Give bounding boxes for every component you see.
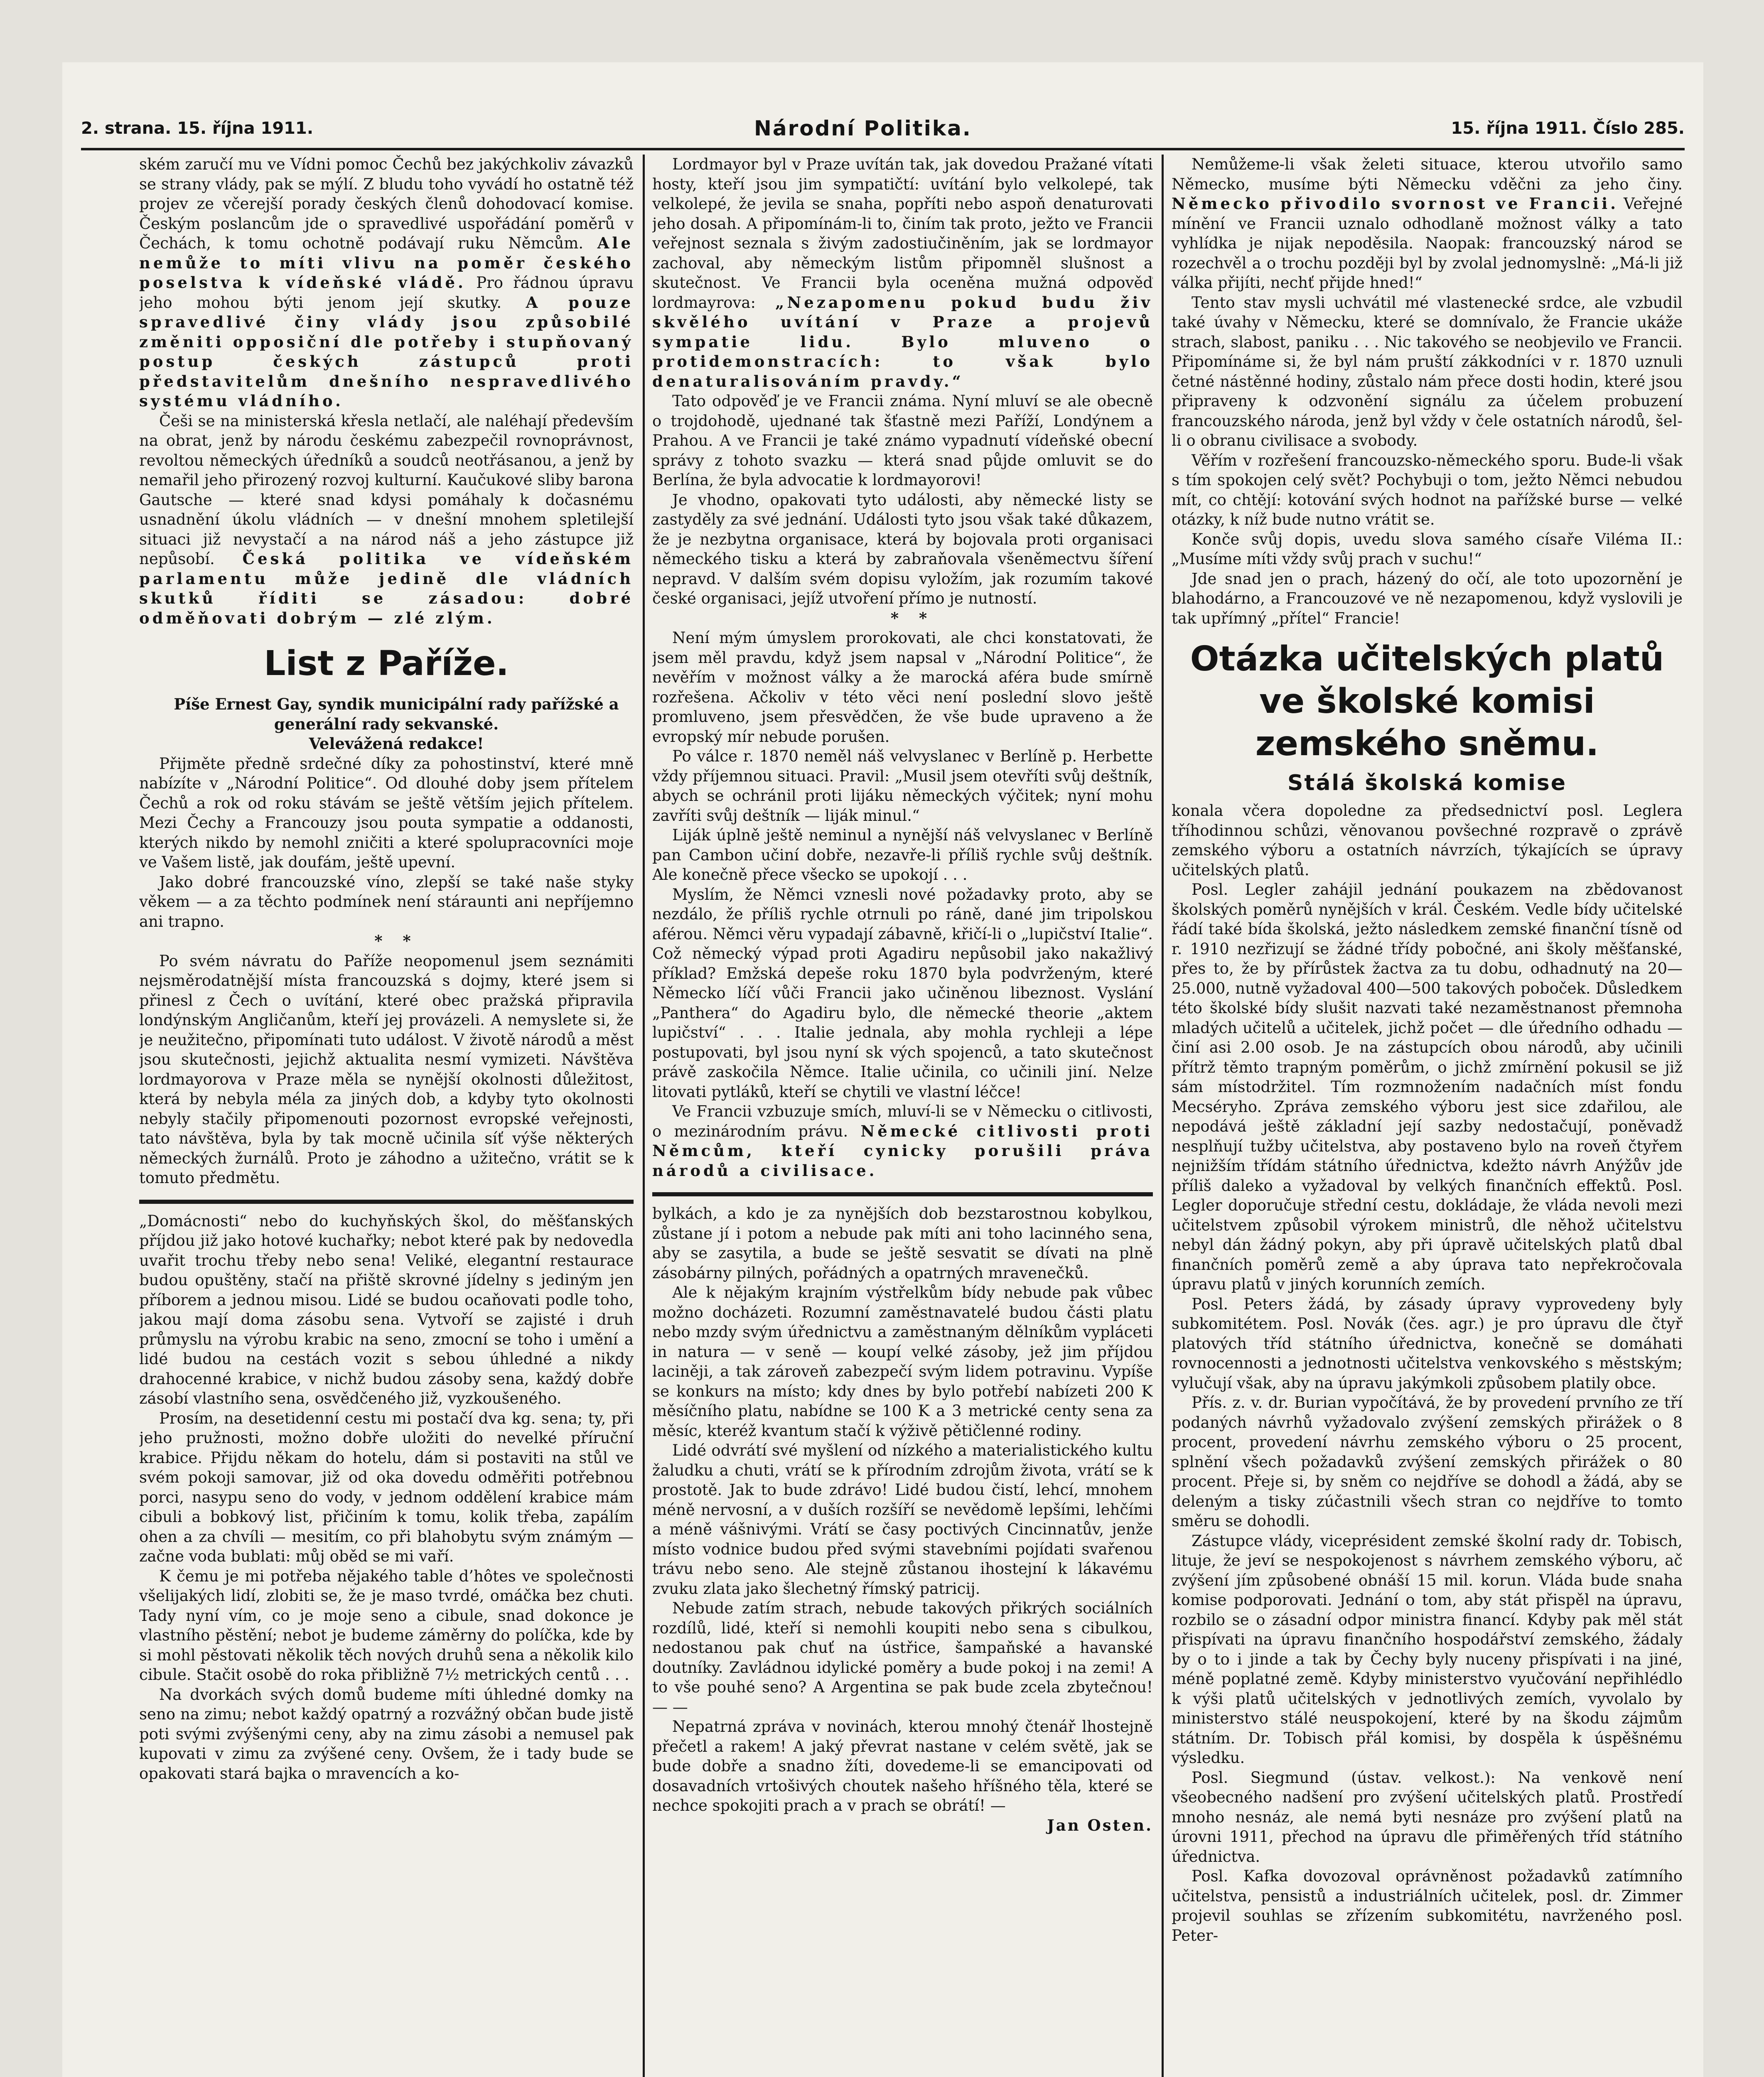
article-paragraph: Jako dobré francouzské víno, zlepší se také naše styky věkem — a za těchto podmínek není stáraunti ani nepříjemno ani trapno.: [139, 873, 634, 930]
page-number-date: 2. strana. 15. října 1911.: [81, 119, 314, 138]
column-divider-2: [1162, 155, 1164, 2077]
article-paragraph: Zástupce vlády, viceprésident zemské školní rady dr. Tobisch, lituje, že jeví se nespokojenost s návrhem zemského výboru, ač zvýšení jím způsobené obnáší 15 mil. korun. Vláda bude snaha komise podporovati. Jednání o tom, aby stát přispěl na úpravu, rozbilo se o zásadní odpor ministra financí. Kdyby pak měl stát přispívati na úpravu finančního hospodářství zemského, žádaly by o to i jinde a tak by Čechy byly nuceny přispívati i na jiné, méně poplatné země. Kdyby ministerstvo vyučování nepřihlédlo k výši platů učitelských v jednotlivých zemích, vyvolalo by ministerstvo stálé neuspokojení, které by na škodu zájmům státním. Dr. Tobisch přál komisi, by dospěla k úspěšnému výsledku.: [1172, 1532, 1683, 1767]
article-paragraph: Tento stav mysli uchvátil mé vlastenecké srdce, ale vzbudil také úvahy v Německu, které se domnívalo, že Francie ukáže strach, slabost, paniku . . . Nic takového se neobjevilo ve Francii. Připomínáme si, že byl nám pruští zákkodníci v r. 1870 uznuli četné nástěnné hodiny, zůstalo nám přece dosti hodin, které jsou připraveny k odzvonění signálu za účelem probuzení francouzského národa, jenž byl vždy v čele ostatních národů, šel-li o obranu civilisace a svobody.: [1172, 293, 1683, 449]
article-subtitle: Stálá školská komise: [1287, 771, 1567, 795]
feuilleton-paragraph: bylkách, a kdo je za nynějších dob bezstarostnou kobylkou, zůstane jí i potom a nebude pak míti ani toho lacinného sena, aby se zasytila, a bude se ještě sesvatit se dívati na plně zásobárny pilných, pořádných a opatrných mravenečků.: [652, 1205, 1153, 1282]
feuilleton-paragraph: Nepatrná zpráva v novinách, kterou mnohý čtenář lhostejně přečetl a rakem! A jaký převrat nastane v celém světě, jak se bude dobře a snadno žíti, dovedeme-li se emancipovati od dosavadních vrtošivých choutek našeho hříšného těla, které se nechce spokojiti prach a v prach se obrátí! —: [652, 1718, 1153, 1814]
feuilleton-paragraph: „Domácnosti“ nebo do kuchyňských škol, do měšťanských příjdou již jako hotové kuchařky; nebot které pak by nedovedla uvařit trochu třeby nebo sena! Veliké, elegantní restaurace budou opuštěny, stačí na přiště skrovné jídelny s jediným jen příborem a jednou misou. Lidé se budou ocaňovati podle toho, jakou mají doma zásobu sena. Vytvoří se zajisté i druh průmyslu na výrobu krabic na seno, zmocní se toho i umění a lidé budou na cestách vozit s sebou úhledné a nikdy drahocenné krabice, v nichž budou zásoby sena, každý dobře zásobí vlastního sena, osvědčeného již, vyzkoušeného.: [139, 1212, 634, 1407]
masthead-title: Národní Politika.: [754, 116, 972, 140]
article-paragraph: Konče svůj dopis, uvedu slova samého císaře Viléma II.: „Musíme míti vždy svůj prach v suchu!“: [1172, 530, 1683, 568]
article-paragraph: Je vhodno, opakovati tyto události, aby německé listy se zastyděly za své jednání. Události tyto jsou však také důkazem, že je nezbytna organisace, která by bojovala proti organisaci německého tisku a která by zabraňovala všeněmectvu šíření nepravd. V dalším svém dopisu vyložím, jak rozumím takové české organisaci, jejíž utvoření přímo je nutností.: [652, 491, 1153, 607]
section-separator: * *: [890, 609, 935, 627]
article-paragraph: Věřím v rozřešení francouzsko-německého sporu. Bude-li však s tím spokojen celý svět? Pochybuji o tom, ježto Němci nebudou mít, co chtějí: kotování svých hodnot na pařížské burse — velké otázky, k níž bude nutno vrátit se.: [1172, 451, 1683, 528]
article-paragraph: Posl. Siegmund (ústav. velkost.): Na venkově není všeobecného nadšení pro zvýšení učitelských platů. Prostředí mnoho nesnáz, ale nemá byti nesnáze pro zvýšení platů na úrovni 1911, přechod na úpravu dle přiměřených tříd státního úřednictva.: [1172, 1768, 1683, 1866]
author-signature: Jan Osten.: [1047, 1816, 1153, 1834]
article-paragraph: Posl. Legler zahájil jednání poukazem na zbědovanost školských poměrů nynějších v král. Českém. Vedle bídy učitelské řádí také bída školská, ježto následkem zemské finanční tísně od r. 1910 nezřizují se žádné třídy pobočné, ani školy měšťanské, přes to, že by přírůstek žactva za tu dobu, odhadnutý na 20—25.000, nutně vyžadoval 400—500 takových poboček. Důsledkem této školské bídy slušit nazvati také nezaměstnanost přemnoha mladých učitelů a učitelek, jichž počet — dle úředního odhadu — činí asi 2.00 osob. Je na zástupcích obou národů, aby učinili přítrž těmto trapným poměrům, o jichž zmírnění pokusil se již sám místodržitel. Tím rozmnožením nadačních míst fondu Mecséryho. Zpráva zemského výboru jest sice zdařilou, ale nepodává ještě základní její sazby nedostačují, poněvadž nesplňují tužby učitelstva, aby postaveno bylo na roveň čtyřem nejnižším třídám státního úřednictva, kdežto návrh Anýžův jde příliš daleko a vyžadoval by velkých finančních effektů. Posl. Legler doporučuje střední cestu, dokládaje, že vláda nevoli mezi učitelstvem způsobil výrokem ministrů, dle něhož učitelstvu nebyl dán žádný pokyn, aby při úpravě učitelských platů dbal finančních poměrů země a aby úprava tato nepřekročovala úpravu platů v jiných korunních zemích.: [1172, 881, 1683, 1293]
article-paragraph: Po svém návratu do Paříže neopomenul jsem seznámiti nejsměrodatnější místa francouzská s dojmy, které jsem si přinesl z Čech o uvítání, které obec pražská připravila londýnským Angličanům, kteří jej provázeli. A nemyslete si, že je neužitečno, připomínati tuto událost. V životě národů a měst jsou skutečnosti, jejichž aktualita nesmí vymizeti. Návštěva lordmayorova v Praze měla se nynější okolnosti důležitost, která by nebyla méla za jiných dob, a kdyby tyto okolnosti nebyly stačily připomenouti pozornost evropské veřejnosti, tato návštěva, byla by tak mocně učinila síť výše některých německých žurnálů. Proto je záhodno a užitečno, vrátit se k tomuto předmětu.: [139, 952, 634, 1187]
article-paragraph: Češi se na ministerská křesla netlačí, ale naléhají především na obrat, jenž by národu českému zabezpečil rovnoprávnost, revoltou německých úředníků a soudců neotřásanou, a jenž by nemařil jeho přirozený rozvoj kulturní. Kaučukové sliby barona Gautsche — které snad kdysi pomáhaly k dočasnému usnadnění úkolu vládních — v dnešní mnohem spletilejší situaci již nevystačí a na národ náš a jeho zástupce již nepůsobí. Česká politika ve vídeňském parlamentu může jedině dle vládních skutků říditi se zásadou: dobré odměňovati dobrým — zlé zlým.: [139, 412, 634, 627]
header-rule: [81, 148, 1685, 150]
page-header: [81, 116, 1685, 145]
feuilleton-paragraph: Nebude zatím strach, nebude takových přikrých sociálních rozdílů, lidé, kteří si nemohli koupiti nebo sena s cibulkou, nedostanou pak chuť na ústřice, šampaňské a havanské doutníky. Zavládnou idylické poměry a bude pokoj i na zemi! A to vše pouhé seno? A Argentina se pak bude zcela zbytečnou! — —: [652, 1599, 1153, 1716]
article-paragraph: Jde snad jen o prach, házený do očí, ale toto upozornění je blahodárno, a Francouzové ve ně nezapomenou, když vyslovili je tak upřímný „přítel“ Francie!: [1172, 570, 1683, 627]
column-2: [652, 155, 1153, 2077]
feuilleton-paragraph: K čemu je mi potřeba nějakého table d’hôtes ve společnosti všelijakých lidí, zlobiti se, že je maso tvrdé, omáčka bez chuti. Tady nyní vím, co je moje seno a cibule, snad dokonce je vlastního pěstění; nebot je budeme záměrny do políčka, kde by si mohl pěstovati několik těch nových druhů sena a několik kilo cibule. Stačit osobě do roka přibližně 7½ metrických centů . . .: [139, 1567, 634, 1684]
article-paragraph: Přijměte předně srdečné díky za pohostinství, které mně nabízíte v „Národní Politice“. Od dlouhé doby jsem přítelem Čechů a rok od roku stávám se ještě větším jejich přítelem. Mezi Čechy a Francouzy jsou pouta sympatie a oddanosti, kterých nikdo by nemohl zničiti a které spolupracovníci moje ve Vašem listě, jak doufám, ještě upevní.: [139, 754, 634, 871]
feuilleton-rule: [139, 1200, 634, 1204]
article-paragraph: Lordmayor byl v Praze uvítán tak, jak dovedou Pražané vítati hosty, kteří jsou jim sympatičtí: uvítání bylo velkolepé, tak velkolepé, že jevila se snaha, popříti nebo aspoň denaturovati jeho dosah. A připomínám-li to, činím tak proto, ježto ve Francii veřejnost seznala s živým zadostiučiněním, jak se lordmayor zachoval, aby německým listům připomněl slušnost a skutečnost. Ve Francii byla oceněna mužná odpověď lordmayrova: „Nezapomenu pokud budu živ skvělého uvítání v Praze a projevů sympatie lidu. Bylo mluveno o protidemonstracích: to však bylo denaturalisováním pravdy.“: [652, 155, 1153, 390]
section-separator: * *: [374, 932, 418, 950]
article-paragraph: ském zaručí mu ve Vídni pomoc Čechů bez jakýchkoliv závazků se strany vlády, pak se mýlí. Z bludu toho vyvádí ho ostatně též projev ze včerejší porady českých členů dohodovací komise. Českým poslancům jde o spravedlivé uspořádání poměrů v Čechách, k tomu ochotně podávají ruku Němcům. Ale nemůže to míti vlivu na poměr českého poselstva k vídeňské vládě. Pro řádnou úpravu jeho mohou býti jenom její skutky. A pouze spravedlivé činy vlády jsou způsobilé změniti opposiční dle potřeby i stupňovaný postup českých zástupců proti představitelům dnešního nespravedlivého systému vládního.: [139, 155, 634, 410]
feuilleton-paragraph: Ale k nějakým krajním výstřelkům bídy nebude pak vůbec možno docházeti. Rozumní zaměstnavatelé budou části platu nebo mzdy svým úřednictvu a zaměstnaným dělníkům vypláceti in natura — v seně — koupí velké zásoby, jež jim příjdou laciněji, a tak zároveň zabezpečí svým lidem potravinu. Vypíše se konkurs na místo; kdy dnes by bylo potřebí nabízeti 200 K měsíčního platu, nabídne se 100 K a 3 metrické centy sena za měsíc, kteréž kvantum stačí k výživě pětičlenné rodiny.: [652, 1284, 1153, 1440]
column-1: [139, 155, 634, 2077]
issue-date-number: 15. října 1911. Číslo 285.: [1451, 119, 1685, 138]
article-paragraph: Po válce r. 1870 neměl náš velvyslanec v Berlíně p. Herbette vždy příjemnou situaci. Pravil: „Musil jsem otevříti svůj deštník, abych se ochránil proti lijáku německých výčitek; nyní mohu zavříti svůj deštník — liják minul.“: [652, 747, 1153, 825]
article-paragraph: Ve Francii vzbuzuje smích, mluví-li se v Německu o citlivosti, o mezinárodním právu. Německé citlivosti proti Němcům, kteří cynicky porušili práva národů a civilisace.: [652, 1102, 1153, 1180]
feuilleton-paragraph: Na dvorkách svých domů budeme míti úhledné domky na seno na zimu; nebot každý opatrný a rozvážný občan bude jistě poti svými zvýšenými ceny, aby na zimu zásobi a nemusel pak kupovati v zimu za zvýšené ceny. Ovšem, že i tady bude se opakovati stará bajka o mravencích a ko-: [139, 1685, 634, 1782]
article-paragraph: Nemůžeme-li však želeti situace, kterou utvořilo samo Německo, musíme býti Německu vděčni za jeho činy. Německo přivodilo svornost ve Francii. Veřejné mínění ve Francii uznalo odhodlaně možnost války a tato vyhlídka je nijak nepoděsila. Naopak: francouzský národ se rozechvěl a o trochu později byl by zvolal jednomyslně: „Má-li již válka přijíti, nechť přijde hned!“: [1172, 155, 1683, 292]
article-paragraph: konala včera dopoledne za předsednictví posl. Leglera tříhodinnou schůzi, věnovanou povšechné rozpravě o zprávě zemského výboru a ostatních návrzích, týkajících se úpravy učitelských platů.: [1172, 802, 1683, 879]
column-3: [1172, 155, 1683, 2077]
article-paragraph: Není mým úmyslem prorokovati, ale chci konstatovati, že jsem měl pravdu, když jsem napsal v „Národní Politice“, že nevěřím v možnost války a že marocká aféra bude smírně rozřešena. Ačkoliv v této věci není poslední slovo ještě promluveno, jsem přesvědčen, že vše bude upraveno a že evropský mír nebude porušen.: [652, 629, 1153, 746]
article-title-otazka-ucitelskych-platu: Otázka učitelských platů ve školské komisi zemského sněmu.: [1190, 639, 1664, 764]
article-paragraph: Posl. Peters žádá, by zásady úpravy vyprovedeny byly subkomitétem. Posl. Novák (čes. agr.) je pro úpravu dle čtyř platových tříd státního úřednictva, konečně se domáhati rovnocennosti a jednotnosti učitelstva venkovského s městským; vylučují však, aby na úpravu jakýmkoli způsobem platily obce.: [1172, 1295, 1683, 1392]
article-paragraph: Přís. z. v. dr. Burian vypočítává, že by provedení prvního ze tří podaných návrhů vyžadovalo zvýšení zemských přirážek o 8 procent, provedení návrhu zemského výboru o 25 procent, splnění všech požadavků zvýšení zemských přirážek o 80 procent. Přeje si, by sněm co nejdříve se dohodl a žádá, aby se deleným a tisky zúčastnili všech stran co nejdříve to tomto směru se dohodli.: [1172, 1394, 1683, 1530]
letter-greeting: Velevážená redakce!: [309, 734, 484, 753]
article-title-list-z-parize: List z Paříže.: [264, 644, 509, 683]
article-paragraph: Tato odpověď je ve Francii známa. Nyní mluví se ale obecně o trojdohodě, ujednané tak šťastně mezi Paříží, Londýnem a Prahou. A ve Francii je také známo vypadnutí vídeňské obecní správy z tohoto svazku — která snad půjde omluvit se do Berlína, že byla advocatie k lordmayorovi!: [652, 392, 1153, 489]
feuilleton-rule: [652, 1192, 1153, 1196]
article-byline: Píše Ernest Gay, syndik municipální rady pařížské a generální rady sekvanské.: [174, 695, 619, 733]
feuilleton-paragraph: Lidé odvrátí své myšlení od nízkého a materialistického kultu žaludku a chuti, vrátí se k přírodním zdrojům života, vrátí se k prostotě. Jak to bude zdrávo! Lidé budou čistí, lehcí, mnohem méně nervosní, a v duších rozšíří se nevědomě lepšími, lehčími a méně vášnivými. Vrátí se časy poctivých Cincinnatův, jenže místo vodnice budou před svými stavebními pojídati svařenou trávu nebo seno. Ale stejně zůstanou ihostejní k lákavému zvuku zlata jako šlechetný římský patricij.: [652, 1441, 1153, 1598]
column-divider-1: [643, 155, 645, 2077]
article-paragraph: Myslím, že Němci vznesli nové požadavky proto, aby se nezdálo, že příliš rychle otrnuli po ráně, dané jim tripolskou aférou. Němci věru vypadají zábavně, křičí-li o „lupičství Italie“. Což německý výpad proti Agadiru nepůsobil jako nakažlivý příklad? Emžská depeše roku 1870 byla podvrženým, které Německo líčí vůči Francii jako učiněnou libeznost. Vyslání „Panthera“ do Agadiru bylo, dle německé theorie „aktem lupičství“ . . . Italie jednala, aby mohla rychleji a lépe postupovati, byl jsou nyní sk vých spojenců, a tato skutečnost právě zaskočila Němce. Italie učinila, co učinili jiní. Nelze litovati pytláků, kteří se chytili ve vlastní léčce!: [652, 885, 1153, 1101]
article-paragraph: Posl. Kafka dovozoval oprávněnost požadavků zatímního učitelstva, pensistů a industriálních učitelek, posl. dr. Zimmer projevil souhlas se zřízením subkomitétu, navrženého posl. Peter-: [1172, 1867, 1683, 1944]
feuilleton-paragraph: Prosím, na desetidenní cestu mi postačí dva kg. sena; ty, při jeho pružnosti, možno dobře uložiti do nevelké příruční krabice. Přijdu někam do hotelu, dám si postaviti na stůl ve svém pokoji samovar, již od oka dovedu odměřiti potřebnou porci, nasypu seno do vody, v jednom oddělení krabice mám cibuli a bobkový list, přičiním k tomu, kolik třeba, zapálím ohen a za chvíli — mesitím, co při blahobytu svým známým — začne voda bublati: můj oběd se mi vaří.: [139, 1409, 634, 1565]
article-paragraph: Liják úplně ještě neminul a nynější náš velvyslanec v Berlíně pan Cambon učiní dobře, nezavře-li příliš rychle svůj deštník. Ale konečně přece všecko se upokojí . . .: [652, 826, 1153, 884]
